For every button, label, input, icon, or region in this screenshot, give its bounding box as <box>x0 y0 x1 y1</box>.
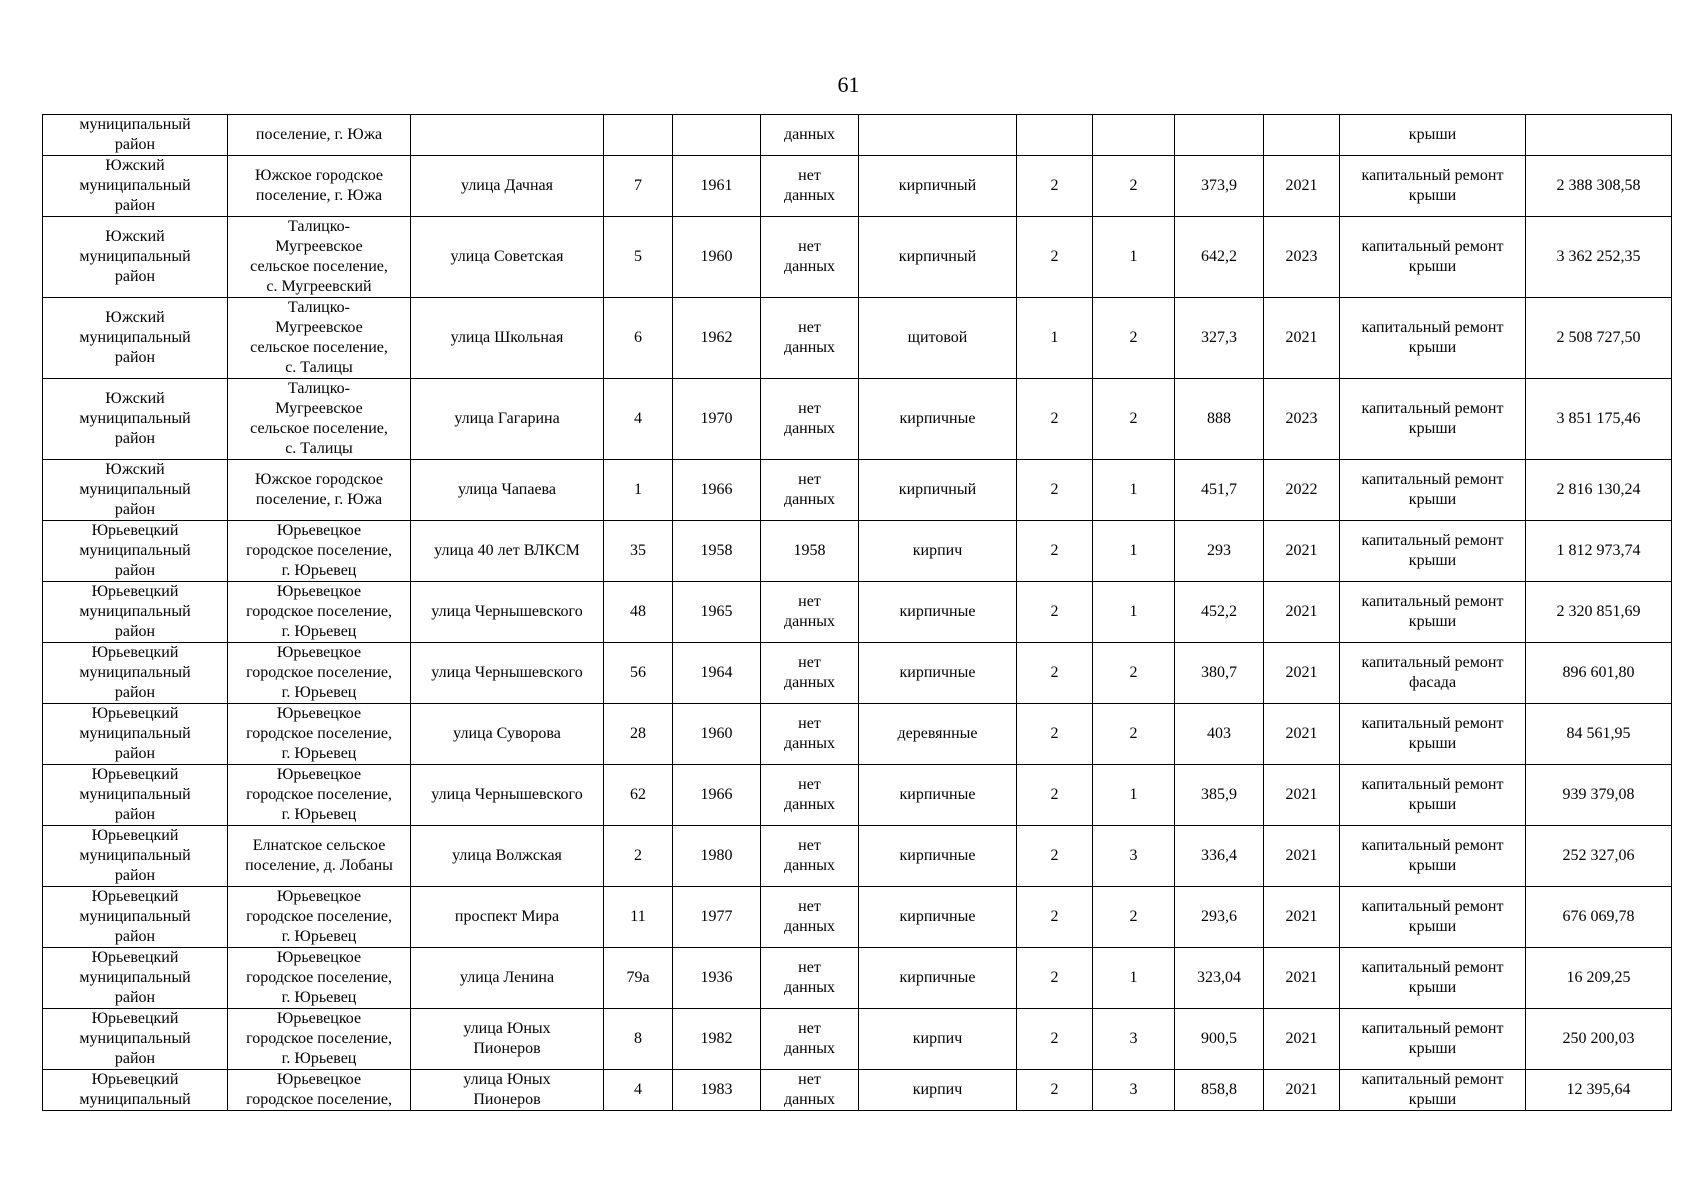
cell-commissioning-year: нет данных <box>761 643 859 704</box>
cell-construction-year: 1962 <box>673 298 761 379</box>
cell-wall-material: щитовой <box>859 298 1017 379</box>
cell-settlement: Елнатское сельское поселение, д. Лобаны <box>228 826 411 887</box>
table-row <box>43 460 1672 521</box>
table-row <box>43 643 1672 704</box>
cell-cost: 2 320 851,69 <box>1526 582 1672 643</box>
cell-repair-year: 2022 <box>1264 460 1340 521</box>
cell-area: 452,2 <box>1175 582 1264 643</box>
cell-wall-material: кирпич <box>859 1009 1017 1070</box>
cell-repair-year: 2021 <box>1264 765 1340 826</box>
cell-floors: 1 <box>1017 298 1093 379</box>
cell-district: Южский муниципальный район <box>43 298 228 379</box>
cell-repair-year: 2021 <box>1264 521 1340 582</box>
cell-house-number: 2 <box>604 826 673 887</box>
cell-commissioning-year: нет данных <box>761 887 859 948</box>
cell-street: улица Чапаева <box>411 460 604 521</box>
cell-repair-year: 2021 <box>1264 156 1340 217</box>
cell-floors: 2 <box>1017 948 1093 1009</box>
cell-area <box>1175 115 1264 156</box>
cell-district: Юрьевецкий муниципальный район <box>43 1009 228 1070</box>
cell-repair-year: 2021 <box>1264 298 1340 379</box>
cell-cost: 84 561,95 <box>1526 704 1672 765</box>
cell-floors: 2 <box>1017 379 1093 460</box>
cell-commissioning-year: нет данных <box>761 1009 859 1070</box>
cell-district: Юрьевецкий муниципальный район <box>43 704 228 765</box>
cell-entrances <box>1093 115 1175 156</box>
cell-district: Южский муниципальный район <box>43 460 228 521</box>
cell-street: улица Советская <box>411 217 604 298</box>
cell-wall-material: кирпичные <box>859 582 1017 643</box>
cell-area: 323,04 <box>1175 948 1264 1009</box>
cell-construction-year: 1980 <box>673 826 761 887</box>
cell-repair-type: капитальный ремонт крыши <box>1340 156 1526 217</box>
cell-street: улица Школьная <box>411 298 604 379</box>
cell-floors: 2 <box>1017 521 1093 582</box>
cell-repair-year: 2021 <box>1264 948 1340 1009</box>
cell-repair-type: капитальный ремонт крыши <box>1340 298 1526 379</box>
cell-commissioning-year: нет данных <box>761 298 859 379</box>
cell-house-number: 4 <box>604 379 673 460</box>
cell-area: 642,2 <box>1175 217 1264 298</box>
cell-cost: 12 395,64 <box>1526 1070 1672 1111</box>
cell-street: улица Юных Пионеров <box>411 1070 604 1111</box>
cell-district: Юрьевецкий муниципальный район <box>43 826 228 887</box>
cell-house-number: 1 <box>604 460 673 521</box>
cell-area: 403 <box>1175 704 1264 765</box>
cell-repair-year: 2021 <box>1264 887 1340 948</box>
cell-construction-year: 1961 <box>673 156 761 217</box>
cell-construction-year: 1964 <box>673 643 761 704</box>
cell-floors: 2 <box>1017 582 1093 643</box>
page-number: 61 <box>837 72 860 97</box>
cell-commissioning-year: нет данных <box>761 948 859 1009</box>
table-row <box>43 948 1672 1009</box>
cell-repair-type: капитальный ремонт крыши <box>1340 765 1526 826</box>
table-row <box>43 379 1672 460</box>
cell-construction-year: 1966 <box>673 765 761 826</box>
cell-district: Юрьевецкий муниципальный район <box>43 643 228 704</box>
cell-repair-type: капитальный ремонт крыши <box>1340 217 1526 298</box>
table-row <box>43 156 1672 217</box>
cell-commissioning-year: нет данных <box>761 156 859 217</box>
cell-street: улица Суворова <box>411 704 604 765</box>
cell-cost: 2 388 308,58 <box>1526 156 1672 217</box>
cell-district: Южский муниципальный район <box>43 156 228 217</box>
cell-district: муниципальный район <box>43 115 228 156</box>
cell-construction-year <box>673 115 761 156</box>
cell-house-number: 11 <box>604 887 673 948</box>
cell-house-number: 62 <box>604 765 673 826</box>
cell-construction-year: 1960 <box>673 704 761 765</box>
cell-floors: 2 <box>1017 156 1093 217</box>
cell-wall-material: кирпич <box>859 1070 1017 1111</box>
cell-house-number: 35 <box>604 521 673 582</box>
cell-cost: 16 209,25 <box>1526 948 1672 1009</box>
cell-street: улица Гагарина <box>411 379 604 460</box>
cell-street: улица Волжская <box>411 826 604 887</box>
cell-house-number: 5 <box>604 217 673 298</box>
cell-street: улица Дачная <box>411 156 604 217</box>
cell-wall-material: кирпичный <box>859 217 1017 298</box>
cell-repair-type: капитальный ремонт крыши <box>1340 460 1526 521</box>
cell-construction-year: 1936 <box>673 948 761 1009</box>
cell-floors: 2 <box>1017 826 1093 887</box>
cell-construction-year: 1965 <box>673 582 761 643</box>
cell-cost: 250 200,03 <box>1526 1009 1672 1070</box>
cell-area: 293,6 <box>1175 887 1264 948</box>
table-row <box>43 298 1672 379</box>
cell-house-number <box>604 115 673 156</box>
cell-wall-material: кирпичные <box>859 826 1017 887</box>
cell-house-number: 48 <box>604 582 673 643</box>
table-row <box>43 887 1672 948</box>
cell-district: Юрьевецкий муниципальный район <box>43 765 228 826</box>
cell-area: 373,9 <box>1175 156 1264 217</box>
cell-entrances: 3 <box>1093 1009 1175 1070</box>
cell-repair-year: 2021 <box>1264 582 1340 643</box>
cell-repair-year: 2021 <box>1264 1070 1340 1111</box>
cell-entrances: 2 <box>1093 887 1175 948</box>
table-row <box>43 115 1672 156</box>
cell-settlement: Юрьевецкое городское поселение, г. Юрьевец <box>228 643 411 704</box>
table-row <box>43 521 1672 582</box>
cell-wall-material: кирпичные <box>859 887 1017 948</box>
cell-repair-type: капитальный ремонт крыши <box>1340 826 1526 887</box>
cell-repair-type: капитальный ремонт крыши <box>1340 704 1526 765</box>
cell-wall-material: кирпичные <box>859 379 1017 460</box>
table-row <box>43 704 1672 765</box>
cell-settlement: Юрьевецкое городское поселение, г. Юрьевец <box>228 765 411 826</box>
cell-repair-type: капитальный ремонт крыши <box>1340 948 1526 1009</box>
cell-settlement: Юрьевецкое городское поселение, г. Юрьевец <box>228 582 411 643</box>
cell-street: улица Юных Пионеров <box>411 1009 604 1070</box>
cell-wall-material: кирпичный <box>859 460 1017 521</box>
cell-repair-type: крыши <box>1340 115 1526 156</box>
cell-settlement: поселение, г. Южа <box>228 115 411 156</box>
cell-repair-year: 2021 <box>1264 643 1340 704</box>
cell-entrances: 1 <box>1093 765 1175 826</box>
cell-commissioning-year: нет данных <box>761 460 859 521</box>
cell-settlement: Южское городское поселение, г. Южа <box>228 156 411 217</box>
cell-construction-year: 1977 <box>673 887 761 948</box>
cell-wall-material: деревянные <box>859 704 1017 765</box>
cell-cost: 2 508 727,50 <box>1526 298 1672 379</box>
cell-settlement: Юрьевецкое городское поселение, г. Юрьевец <box>228 948 411 1009</box>
cell-floors: 2 <box>1017 1009 1093 1070</box>
cell-settlement: Талицко- Мугреевское сельское поселение, с. Талицы <box>228 298 411 379</box>
cell-floors: 2 <box>1017 643 1093 704</box>
cell-street: улица Чернышевского <box>411 765 604 826</box>
cell-wall-material: кирпичные <box>859 643 1017 704</box>
cell-cost: 896 601,80 <box>1526 643 1672 704</box>
housing-repair-table <box>42 114 1672 1111</box>
table-row <box>43 582 1672 643</box>
cell-commissioning-year: нет данных <box>761 582 859 643</box>
cell-construction-year: 1970 <box>673 379 761 460</box>
cell-repair-type: капитальный ремонт крыши <box>1340 582 1526 643</box>
cell-repair-year: 2023 <box>1264 379 1340 460</box>
cell-entrances: 1 <box>1093 948 1175 1009</box>
cell-repair-type: капитальный ремонт крыши <box>1340 1009 1526 1070</box>
cell-entrances: 1 <box>1093 460 1175 521</box>
cell-construction-year: 1982 <box>673 1009 761 1070</box>
cell-entrances: 3 <box>1093 1070 1175 1111</box>
cell-house-number: 6 <box>604 298 673 379</box>
cell-area: 900,5 <box>1175 1009 1264 1070</box>
cell-cost: 939 379,08 <box>1526 765 1672 826</box>
cell-repair-type: капитальный ремонт крыши <box>1340 887 1526 948</box>
cell-cost: 3 851 175,46 <box>1526 379 1672 460</box>
cell-commissioning-year: нет данных <box>761 765 859 826</box>
cell-floors: 2 <box>1017 217 1093 298</box>
table-row <box>43 826 1672 887</box>
cell-street: улица Чернышевского <box>411 643 604 704</box>
table-row <box>43 765 1672 826</box>
cell-area: 888 <box>1175 379 1264 460</box>
cell-cost: 676 069,78 <box>1526 887 1672 948</box>
cell-district: Юрьевецкий муниципальный район <box>43 521 228 582</box>
cell-entrances: 2 <box>1093 379 1175 460</box>
cell-cost: 3 362 252,35 <box>1526 217 1672 298</box>
cell-repair-type: капитальный ремонт крыши <box>1340 379 1526 460</box>
table-row <box>43 1009 1672 1070</box>
cell-construction-year: 1960 <box>673 217 761 298</box>
cell-entrances: 2 <box>1093 643 1175 704</box>
cell-commissioning-year: нет данных <box>761 217 859 298</box>
cell-wall-material: кирпичные <box>859 948 1017 1009</box>
cell-repair-type: капитальный ремонт крыши <box>1340 1070 1526 1111</box>
cell-entrances: 3 <box>1093 826 1175 887</box>
table-body <box>43 115 1672 1111</box>
cell-entrances: 2 <box>1093 704 1175 765</box>
cell-cost: 252 327,06 <box>1526 826 1672 887</box>
cell-entrances: 1 <box>1093 582 1175 643</box>
cell-district: Южский муниципальный район <box>43 379 228 460</box>
cell-district: Юрьевецкий муниципальный <box>43 1070 228 1111</box>
cell-settlement: Талицко- Мугреевское сельское поселение, с. Мугреевский <box>228 217 411 298</box>
cell-area: 336,4 <box>1175 826 1264 887</box>
cell-district: Юрьевецкий муниципальный район <box>43 582 228 643</box>
cell-entrances: 2 <box>1093 156 1175 217</box>
cell-settlement: Юрьевецкое городское поселение, г. Юрьевец <box>228 1009 411 1070</box>
cell-commissioning-year: данных <box>761 115 859 156</box>
cell-settlement: Юрьевецкое городское поселение, г. Юрьевец <box>228 521 411 582</box>
cell-wall-material: кирпич <box>859 521 1017 582</box>
cell-wall-material <box>859 115 1017 156</box>
cell-construction-year: 1966 <box>673 460 761 521</box>
cell-settlement: Талицко- Мугреевское сельское поселение, с. Талицы <box>228 379 411 460</box>
table-row <box>43 1070 1672 1111</box>
cell-floors: 2 <box>1017 887 1093 948</box>
cell-district: Юрьевецкий муниципальный район <box>43 948 228 1009</box>
cell-house-number: 8 <box>604 1009 673 1070</box>
cell-floors: 2 <box>1017 765 1093 826</box>
cell-repair-year: 2023 <box>1264 217 1340 298</box>
cell-street: проспект Мира <box>411 887 604 948</box>
cell-house-number: 28 <box>604 704 673 765</box>
cell-cost: 2 816 130,24 <box>1526 460 1672 521</box>
cell-house-number: 79а <box>604 948 673 1009</box>
cell-commissioning-year: нет данных <box>761 826 859 887</box>
cell-commissioning-year: нет данных <box>761 704 859 765</box>
cell-area: 858,8 <box>1175 1070 1264 1111</box>
cell-district: Юрьевецкий муниципальный район <box>43 887 228 948</box>
table-row <box>43 217 1672 298</box>
cell-area: 385,9 <box>1175 765 1264 826</box>
cell-repair-type: капитальный ремонт фасада <box>1340 643 1526 704</box>
cell-district: Южский муниципальный район <box>43 217 228 298</box>
cell-street <box>411 115 604 156</box>
cell-house-number: 4 <box>604 1070 673 1111</box>
cell-street: улица 40 лет ВЛКСМ <box>411 521 604 582</box>
cell-cost: 1 812 973,74 <box>1526 521 1672 582</box>
cell-commissioning-year: нет данных <box>761 1070 859 1111</box>
cell-commissioning-year: 1958 <box>761 521 859 582</box>
cell-floors <box>1017 115 1093 156</box>
cell-entrances: 1 <box>1093 217 1175 298</box>
cell-floors: 2 <box>1017 704 1093 765</box>
cell-entrances: 1 <box>1093 521 1175 582</box>
cell-wall-material: кирпичный <box>859 156 1017 217</box>
cell-house-number: 7 <box>604 156 673 217</box>
cell-area: 451,7 <box>1175 460 1264 521</box>
cell-area: 293 <box>1175 521 1264 582</box>
cell-repair-year <box>1264 115 1340 156</box>
cell-street: улица Ленина <box>411 948 604 1009</box>
cell-floors: 2 <box>1017 1070 1093 1111</box>
cell-settlement: Юрьевецкое городское поселение, г. Юрьевец <box>228 704 411 765</box>
cell-settlement: Южское городское поселение, г. Южа <box>228 460 411 521</box>
cell-commissioning-year: нет данных <box>761 379 859 460</box>
cell-construction-year: 1958 <box>673 521 761 582</box>
cell-repair-type: капитальный ремонт крыши <box>1340 521 1526 582</box>
cell-settlement: Юрьевецкое городское поселение, <box>228 1070 411 1111</box>
cell-floors: 2 <box>1017 460 1093 521</box>
cell-construction-year: 1983 <box>673 1070 761 1111</box>
cell-cost <box>1526 115 1672 156</box>
cell-area: 327,3 <box>1175 298 1264 379</box>
cell-wall-material: кирпичные <box>859 765 1017 826</box>
cell-repair-year: 2021 <box>1264 1009 1340 1070</box>
cell-settlement: Юрьевецкое городское поселение, г. Юрьевец <box>228 887 411 948</box>
cell-entrances: 2 <box>1093 298 1175 379</box>
cell-repair-year: 2021 <box>1264 704 1340 765</box>
cell-house-number: 56 <box>604 643 673 704</box>
cell-street: улица Чернышевского <box>411 582 604 643</box>
cell-area: 380,7 <box>1175 643 1264 704</box>
cell-repair-year: 2021 <box>1264 826 1340 887</box>
